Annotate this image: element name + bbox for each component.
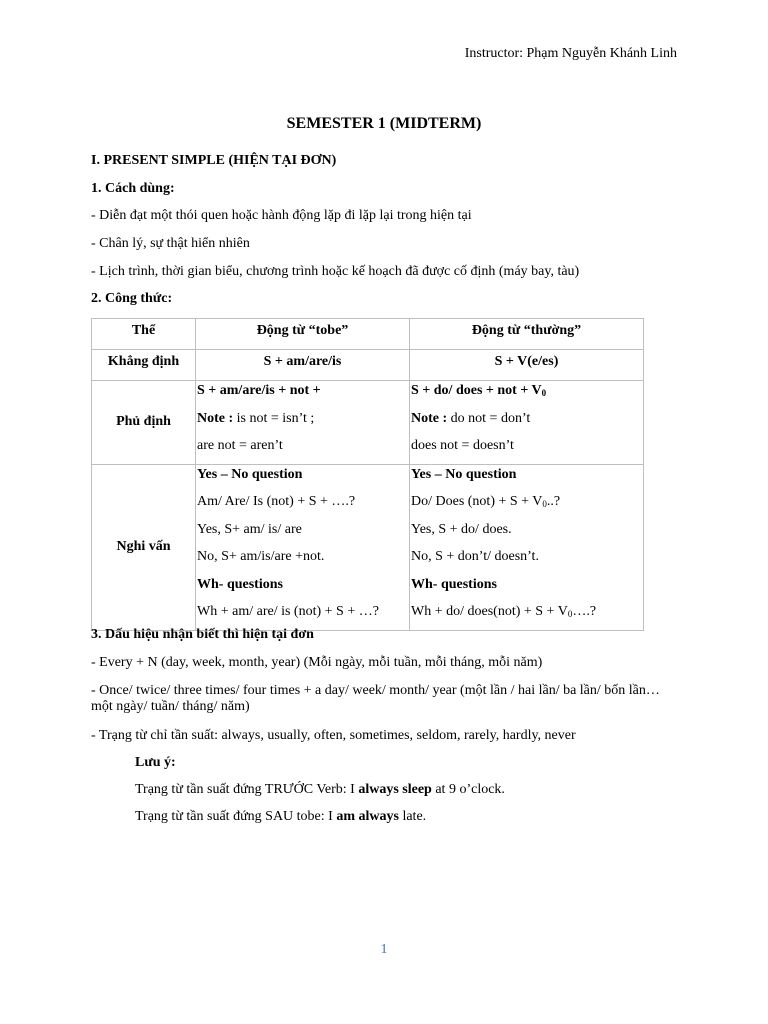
subscript: 0	[541, 388, 547, 398]
yes-answer: Yes, S + do/ does.	[411, 521, 512, 537]
yn-question-heading: Yes – No question	[197, 466, 303, 482]
formula-table	[91, 318, 644, 631]
question-normal-cell	[410, 464, 644, 630]
note-text: do not = don’t	[447, 410, 531, 426]
row-label-affirmative: Khẳng định	[92, 350, 196, 381]
formula-end: ….?	[572, 604, 597, 619]
signs-heading: 3. Dấu hiệu nhận biết thì hiện tại đơn	[91, 627, 314, 642]
table-header-row	[92, 319, 644, 350]
wh-question-form	[410, 602, 643, 630]
column-header-normal-verb: Động từ “thường”	[410, 319, 644, 350]
formula-text: Do/ Does (not) + S + V	[411, 494, 543, 509]
wh-question-heading: Wh- questions	[411, 576, 497, 592]
no-answer: No, S+ am/is/are +not.	[197, 549, 325, 564]
note-after-tobe	[135, 809, 426, 825]
row-label-negative: Phủ định	[92, 381, 196, 465]
note-text: Trạng từ tần suất đứng SAU tobe: I	[135, 809, 337, 824]
column-header-form: Thể	[92, 319, 196, 350]
formula-heading: 2. Công thức:	[91, 291, 173, 306]
usage-item: - Chân lý, sự thật hiển nhiên	[91, 236, 250, 251]
formula-text: Wh + do/ does(not) + S + V	[411, 604, 568, 619]
row-label-question: Nghi vấn	[92, 464, 196, 630]
subscript: 0	[567, 609, 573, 619]
wh-question-form: Wh + am/ are/ is (not) + S + …?	[197, 604, 379, 619]
note-label: Note :	[197, 410, 234, 426]
note-text-end: at 9 o’clock.	[431, 782, 505, 797]
formula-text: S + do/ does + not + V	[411, 383, 542, 398]
question-tobe-cell	[196, 464, 410, 630]
table-row-affirmative	[92, 350, 644, 381]
negative-tobe-note	[196, 409, 409, 437]
formula-end: ..?	[546, 494, 561, 509]
yn-question-form	[410, 492, 643, 520]
subscript: 0	[542, 499, 547, 509]
negative-normal-cell	[410, 381, 644, 465]
negative-normal-note-2: does not = doesn’t	[411, 438, 514, 453]
note-example-bold: always sleep	[358, 782, 432, 797]
usage-heading: 1. Cách dùng:	[91, 181, 175, 196]
note-text-end: late.	[398, 809, 427, 824]
negative-tobe-cell	[196, 381, 410, 465]
negative-tobe-note-2: are not = aren’t	[197, 438, 283, 453]
instructor-line: Instructor: Phạm Nguyễn Khánh Linh	[464, 46, 677, 61]
sign-item: - Every + N (day, week, month, year) (Mỗi ngày, mỗi tuần, mỗi tháng, mỗi năm)	[91, 655, 543, 670]
note-heading: Lưu ý:	[135, 755, 176, 770]
usage-item: - Lịch trình, thời gian biểu, chương trình hoặc kế hoạch đã được cố định (máy bay, tàu)	[91, 264, 580, 279]
wh-question-heading: Wh- questions	[197, 576, 283, 592]
page-title: SEMESTER 1 (MIDTERM)	[286, 115, 482, 132]
affirmative-normal: S + V(e/es)	[410, 350, 644, 381]
note-text: Trạng từ tần suất đứng TRƯỚC Verb: I	[135, 782, 359, 797]
page-number: 1	[380, 942, 388, 957]
negative-normal-form	[410, 381, 643, 409]
table-row-negative	[92, 381, 644, 465]
note-text: is not = isn’t ;	[233, 410, 315, 426]
note-before-verb	[135, 782, 505, 798]
sign-item: - Trạng từ chỉ tần suất: always, usually, often, sometimes, seldom, rarely, hardly, never	[91, 728, 576, 743]
usage-item: - Diễn đạt một thói quen hoặc hành động lặp đi lặp lại trong hiện tại	[91, 208, 472, 223]
negative-tobe-form: S + am/are/is + not +	[197, 383, 321, 398]
yn-question-form: Am/ Are/ Is (not) + S + ….?	[197, 494, 356, 509]
note-label: Note :	[411, 410, 448, 426]
section-heading-present-simple: I. PRESENT SIMPLE (HIỆN TẠI ĐƠN)	[91, 153, 337, 168]
yn-question-heading: Yes – No question	[411, 466, 517, 482]
note-example-bold: am always	[336, 809, 399, 824]
column-header-tobe: Động từ “tobe”	[196, 319, 410, 350]
no-answer: No, S + don’t/ doesn’t.	[411, 549, 539, 564]
yes-answer: Yes, S+ am/ is/ are	[197, 521, 302, 537]
table-row-question	[92, 464, 644, 630]
affirmative-tobe: S + am/are/is	[196, 350, 410, 381]
sign-item: - Once/ twice/ three times/ four times + a day/ week/ month/ year (một lần / hai lần/ ba lần/ bốn lần… một ngày/ tuần/ tháng/ năm)	[91, 683, 660, 714]
negative-normal-note	[410, 409, 643, 437]
